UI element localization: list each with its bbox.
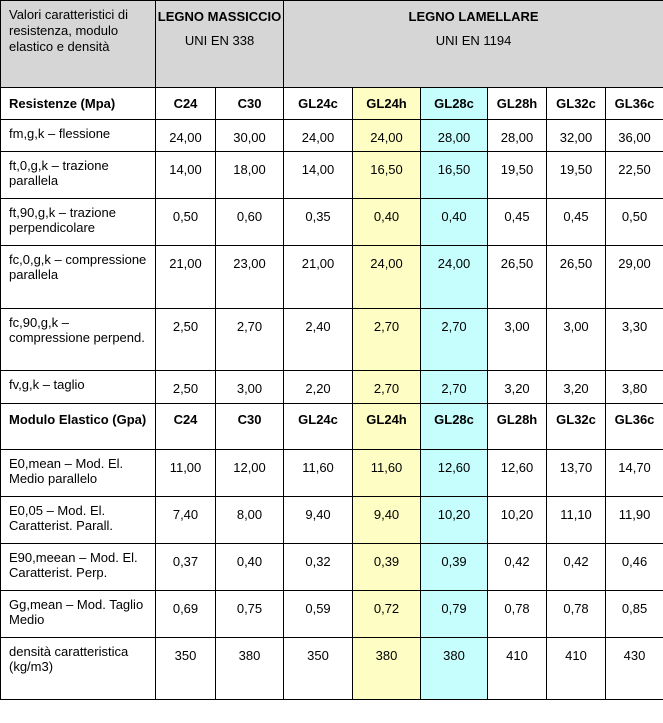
table-cell: 23,00 <box>216 246 284 309</box>
table-cell: 19,50 <box>488 152 547 199</box>
table-cell: 9,40 <box>284 497 353 544</box>
table-cell: GL28c <box>421 88 488 120</box>
table-row <box>1 638 663 700</box>
table-cell: 11,60 <box>353 450 421 497</box>
table-cell: GL24h <box>353 404 421 450</box>
table-row <box>1 309 663 371</box>
table-cell: 0,45 <box>547 199 606 246</box>
table-cell: 10,20 <box>421 497 488 544</box>
table-cell: 16,50 <box>353 152 421 199</box>
table-cell: 2,50 <box>156 371 216 404</box>
table-cell: 410 <box>488 638 547 700</box>
table-cell: 11,10 <box>547 497 606 544</box>
table-cell: 0,75 <box>216 591 284 638</box>
table-cell: 28,00 <box>488 120 547 152</box>
table-cell: 2,70 <box>353 309 421 371</box>
table-cell: 24,00 <box>421 246 488 309</box>
table-row <box>1 591 663 638</box>
row-label: ft,0,g,k – trazione parallela <box>1 152 156 199</box>
table-row <box>1 199 663 246</box>
table-cell: 0,35 <box>284 199 353 246</box>
table-cell: 21,00 <box>156 246 216 309</box>
table-cell: 3,30 <box>606 309 663 371</box>
lamellare-norm: UNI EN 1194 <box>435 33 512 48</box>
table-cell: 3,00 <box>488 309 547 371</box>
corner-title: Valori caratteristici di resistenza, modulo elastico e densità <box>1 1 156 88</box>
table-row <box>1 450 663 497</box>
table-cell: GL28h <box>488 88 547 120</box>
row-label: ft,90,g,k – trazione perpendicolare <box>1 199 156 246</box>
table-cell: 16,50 <box>421 152 488 199</box>
table-cell: 3,00 <box>216 371 284 404</box>
table-cell: 3,20 <box>547 371 606 404</box>
table-cell: C30 <box>216 88 284 120</box>
row-label: fv,g,k – taglio <box>1 371 156 404</box>
table-cell: 380 <box>421 638 488 700</box>
table-cell: 30,00 <box>216 120 284 152</box>
table-cell: 0,78 <box>547 591 606 638</box>
table-cell: 0,39 <box>421 544 488 591</box>
table-cell: 24,00 <box>353 120 421 152</box>
table-cell: 24,00 <box>284 120 353 152</box>
table-cell: 11,00 <box>156 450 216 497</box>
table-cell: 380 <box>353 638 421 700</box>
table-row <box>1 544 663 591</box>
table-cell: 28,00 <box>421 120 488 152</box>
table-cell: 410 <box>547 638 606 700</box>
table-body <box>1 88 663 700</box>
table-cell: 19,50 <box>547 152 606 199</box>
table-cell: 3,80 <box>606 371 663 404</box>
row-label: E0,05 – Mod. El. Caratterist. Parall. <box>1 497 156 544</box>
massiccio-name: LEGNO MASSICCIO <box>157 9 282 24</box>
table-cell: 14,70 <box>606 450 663 497</box>
table-cell: GL24h <box>353 88 421 120</box>
table-cell: GL36c <box>606 404 663 450</box>
table-cell: 12,60 <box>421 450 488 497</box>
row-label: fc,0,g,k – compressione parallela <box>1 246 156 309</box>
table-row <box>1 246 663 309</box>
table-cell: 21,00 <box>284 246 353 309</box>
table-row <box>1 88 663 120</box>
table-cell: 3,20 <box>488 371 547 404</box>
table-cell: GL32c <box>547 88 606 120</box>
table-cell: 0,37 <box>156 544 216 591</box>
table-cell: GL28c <box>421 404 488 450</box>
table-cell: 0,59 <box>284 591 353 638</box>
table-cell: C24 <box>156 404 216 450</box>
table-cell: 13,70 <box>547 450 606 497</box>
row-label: E90,meean – Mod. El. Caratterist. Perp. <box>1 544 156 591</box>
table-cell: 2,50 <box>156 309 216 371</box>
table-cell: GL36c <box>606 88 663 120</box>
table-cell: GL24c <box>284 404 353 450</box>
table-cell: 29,00 <box>606 246 663 309</box>
table-cell: 0,69 <box>156 591 216 638</box>
table-cell: 26,50 <box>488 246 547 309</box>
table-cell: 0,39 <box>353 544 421 591</box>
table-cell: 14,00 <box>284 152 353 199</box>
table-cell: 0,40 <box>353 199 421 246</box>
table-cell: 32,00 <box>547 120 606 152</box>
table-cell: 11,60 <box>284 450 353 497</box>
table-cell: 7,40 <box>156 497 216 544</box>
table-cell: 3,00 <box>547 309 606 371</box>
lamellare-name: LEGNO LAMELLARE <box>408 9 539 24</box>
table-cell: C30 <box>216 404 284 450</box>
table-cell: 0,42 <box>547 544 606 591</box>
table-cell: 24,00 <box>353 246 421 309</box>
row-label: densità caratteristica (kg/m3) <box>1 638 156 700</box>
table-row <box>1 404 663 450</box>
massiccio-norm: UNI EN 338 <box>184 33 255 48</box>
table-cell: 10,20 <box>488 497 547 544</box>
table-cell: 430 <box>606 638 663 700</box>
table-cell: 0,40 <box>216 544 284 591</box>
table-cell: 350 <box>156 638 216 700</box>
table-cell: 2,40 <box>284 309 353 371</box>
table-cell: 36,00 <box>606 120 663 152</box>
table-cell: 0,46 <box>606 544 663 591</box>
table-cell: 0,85 <box>606 591 663 638</box>
table-cell: 2,70 <box>421 309 488 371</box>
table-cell: C24 <box>156 88 216 120</box>
legno-lamellare-header <box>284 1 663 88</box>
table-cell: 0,32 <box>284 544 353 591</box>
table-cell: 8,00 <box>216 497 284 544</box>
table-cell: 0,78 <box>488 591 547 638</box>
table-cell: 18,00 <box>216 152 284 199</box>
row-label: Resistenze (Mpa) <box>1 88 156 120</box>
table-cell: 0,42 <box>488 544 547 591</box>
row-label: fc,90,g,k – compressione perpend. <box>1 309 156 371</box>
table-header <box>1 1 663 88</box>
row-label: Modulo Elastico (Gpa) <box>1 404 156 450</box>
table-cell: 0,60 <box>216 199 284 246</box>
table-cell: 2,70 <box>421 371 488 404</box>
row-label: E0,mean – Mod. El. Medio parallelo <box>1 450 156 497</box>
table-cell: 350 <box>284 638 353 700</box>
table-cell: 2,20 <box>284 371 353 404</box>
legno-massiccio-header <box>156 1 284 88</box>
table-cell: 9,40 <box>353 497 421 544</box>
table-cell: 2,70 <box>353 371 421 404</box>
table-row <box>1 152 663 199</box>
table-cell: 0,50 <box>156 199 216 246</box>
table-cell: 22,50 <box>606 152 663 199</box>
table-cell: GL28h <box>488 404 547 450</box>
table-cell: GL32c <box>547 404 606 450</box>
table-cell: 0,72 <box>353 591 421 638</box>
table-cell: 14,00 <box>156 152 216 199</box>
table-cell: 26,50 <box>547 246 606 309</box>
table-cell: GL24c <box>284 88 353 120</box>
table-cell: 24,00 <box>156 120 216 152</box>
row-label: Gg,mean – Mod. Taglio Medio <box>1 591 156 638</box>
table-cell: 2,70 <box>216 309 284 371</box>
table-cell: 12,60 <box>488 450 547 497</box>
table-cell: 380 <box>216 638 284 700</box>
table-cell: 0,50 <box>606 199 663 246</box>
table-row <box>1 120 663 152</box>
table-cell: 0,45 <box>488 199 547 246</box>
table-cell: 0,40 <box>421 199 488 246</box>
table-cell: 0,79 <box>421 591 488 638</box>
table-cell: 12,00 <box>216 450 284 497</box>
table-row <box>1 371 663 404</box>
table-row <box>1 497 663 544</box>
table-cell: 11,90 <box>606 497 663 544</box>
row-label: fm,g,k – flessione <box>1 120 156 152</box>
